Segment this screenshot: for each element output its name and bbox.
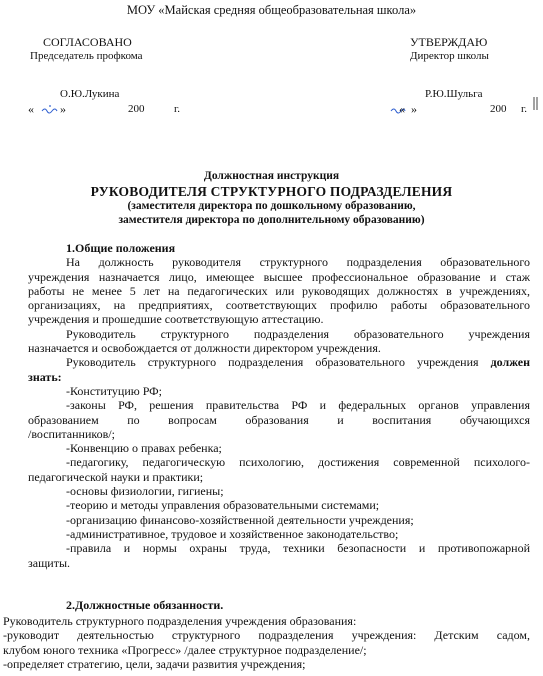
- agreed-date-blank: [41, 102, 59, 114]
- must-know-bold: должен: [490, 355, 530, 370]
- section-2: [28, 598, 530, 612]
- section-2-body: [3, 614, 530, 671]
- list-item: защиты.: [28, 555, 71, 570]
- position-subtitle-2: заместителя директора по дополнительному образованию): [118, 214, 425, 226]
- approve-year: 200: [490, 103, 507, 115]
- list-item: клубом юного техника «Прогресс» /далее структурное подразделение/;: [3, 642, 367, 657]
- list-item: -правила и нормы охраны труда, техники безопасности и противопожарной: [66, 541, 530, 556]
- paragraph-line: организациях, на предприятиях, соответствующих профилю работы образовательного: [28, 298, 530, 313]
- approve-year-suffix: г.: [521, 103, 528, 115]
- list-item: -теорию и методы управления образовательными системами;: [66, 498, 380, 513]
- agreed-name: О.Ю.Лукина: [60, 88, 120, 100]
- agreed-date-close: »: [60, 102, 66, 116]
- paragraph-line: На должность руководителя структурного подразделения образовательного: [66, 255, 530, 270]
- paragraph-line: учреждения назначается лицо, имеющее высшее профессиональное образование и стаж: [28, 269, 530, 284]
- organization-name: МОУ «Майская средняя общеобразовательная школа»: [126, 3, 417, 17]
- paragraph-line: Руководитель структурного подразделения учреждения образования:: [3, 614, 357, 628]
- agreed-date-open: «: [28, 102, 34, 116]
- approve-date-close: »: [411, 102, 417, 116]
- list-item: /воспитанников/;: [28, 426, 115, 441]
- list-item: -основы физиологии, гигиены;: [66, 484, 224, 499]
- must-know-line: [28, 355, 530, 369]
- section-1-heading: 1.Общие положения: [66, 241, 176, 255]
- list-item: -руководит деятельностью структурного подразделения учреждения: Детским садом,: [3, 628, 530, 643]
- paragraph-line: работы не менее 5 лет на педагогических или руководящих должностях в учреждениях,: [28, 283, 530, 298]
- agreed-role: Председатель профкома: [30, 50, 143, 62]
- paragraph-line: учреждения и прошедшие соответствующую аттестацию.: [28, 312, 324, 327]
- agreed-year-suffix: г.: [174, 103, 181, 115]
- list-item: педагогической науки и практики;: [28, 469, 204, 484]
- list-item: -определяет стратегию, цели, задачи развития учреждения;: [3, 656, 306, 671]
- position-subtitle-1: (заместителя директора по дошкольному образованию,: [127, 200, 416, 212]
- section-2-heading: 2.Должностные обязанности.: [66, 598, 224, 612]
- approve-label: УТВЕРЖДАЮ: [410, 35, 488, 49]
- agreed-year: 200: [128, 103, 145, 115]
- agreed-label: СОГЛАСОВАНО: [43, 35, 132, 49]
- edge-marks: [533, 96, 539, 112]
- must-know-bold-2: знать:: [28, 369, 62, 384]
- doc-type-title: Должностная инструкция: [203, 170, 340, 182]
- squiggle-mark: [41, 102, 59, 114]
- list-item: образованием по вопросам образования и воспитания обучающихся: [28, 412, 530, 427]
- must-know-lead: Руководитель структурного подразделения образовательного учреждения: [66, 355, 491, 370]
- section-1: [28, 241, 530, 570]
- list-item: -педагогику, педагогическую психологию, достижения современной психолого-: [66, 455, 530, 470]
- paragraph-line: Руководитель структурного подразделения образовательного учреждения: [66, 326, 530, 341]
- list-item: -организацию финансово-хозяйственной деятельности учреждения;: [66, 512, 414, 527]
- approve-role: Директор школы: [410, 50, 489, 62]
- list-item: -Конституцию РФ;: [66, 383, 162, 398]
- list-item: -Конвенцию о правах ребенка;: [66, 441, 222, 456]
- approve-name: Р.Ю.Шульга: [425, 88, 483, 100]
- approve-date-open: «: [399, 102, 405, 116]
- list-item: -административное, трудовое и хозяйственное законодательство;: [66, 526, 399, 541]
- position-title: РУКОВОДИТЕЛЯ СТРУКТУРНОГО ПОДРАЗДЕЛЕНИЯ: [90, 184, 453, 199]
- list-item: -законы РФ, решения правительства РФ и федеральных органов управления: [66, 398, 530, 413]
- paragraph-line: назначается и освобождается от должности директором учреждения.: [28, 341, 381, 356]
